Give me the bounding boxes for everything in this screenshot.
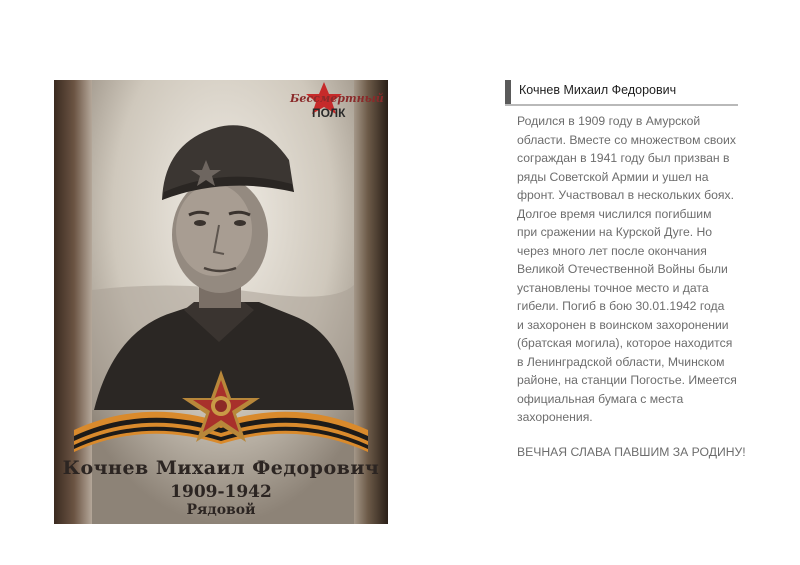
bio-line: и захоронен в воинском захоронении: [517, 317, 729, 332]
poster-caption-name: Кочнев Михаил Федорович: [62, 457, 380, 479]
bio-line: установлены точное место и дата: [517, 280, 709, 295]
bio-line: ряды Советской Армии и ушел на: [517, 169, 709, 184]
bio-line: районе, на станции Погостье. Имеется: [517, 373, 737, 387]
poster-caption-rank: Рядовой: [186, 502, 256, 518]
heading-accent-bar: [505, 80, 511, 104]
bio-line: Родился в 1909 году в Амурской: [517, 114, 701, 128]
bio-line: фронт. Участвовал в нескольких боях.: [517, 188, 734, 202]
bio-line: в Ленинградской области, Мчинском: [517, 354, 725, 369]
bio-line: области. Вместе со множеством своих: [517, 132, 736, 147]
bio-line: гибели. Погиб в бою 30.01.1942 года: [517, 299, 725, 313]
bio-line: Долгое время числился погибшим: [517, 206, 712, 221]
bio-line: при сражении на Курской Дуге. Но: [517, 225, 713, 239]
bio-line: официальная бумага с места: [517, 391, 684, 406]
bio-line: захоронения.: [517, 410, 593, 424]
bio-line: сограждан в 1941 году был призван в: [517, 151, 730, 165]
biography-text: [517, 112, 749, 427]
bio-line: через много лет после окончания: [517, 243, 707, 258]
logo-subtitle: ПОЛК: [312, 106, 346, 120]
article-header: [505, 80, 738, 106]
memorial-portrait-poster: [54, 80, 388, 524]
logo-title: Бессмертный: [290, 92, 384, 105]
bio-line: (братская могила), которое находится: [517, 336, 733, 350]
bio-line: Великой Отечественной Войны были: [517, 262, 728, 276]
memorial-motto: ВЕЧНАЯ СЛАВА ПАВШИМ ЗА РОДИНУ!: [517, 445, 746, 459]
article-title: Кочнев Михаил Федорович: [519, 83, 677, 97]
poster-caption-years: 1909-1942: [170, 482, 272, 502]
